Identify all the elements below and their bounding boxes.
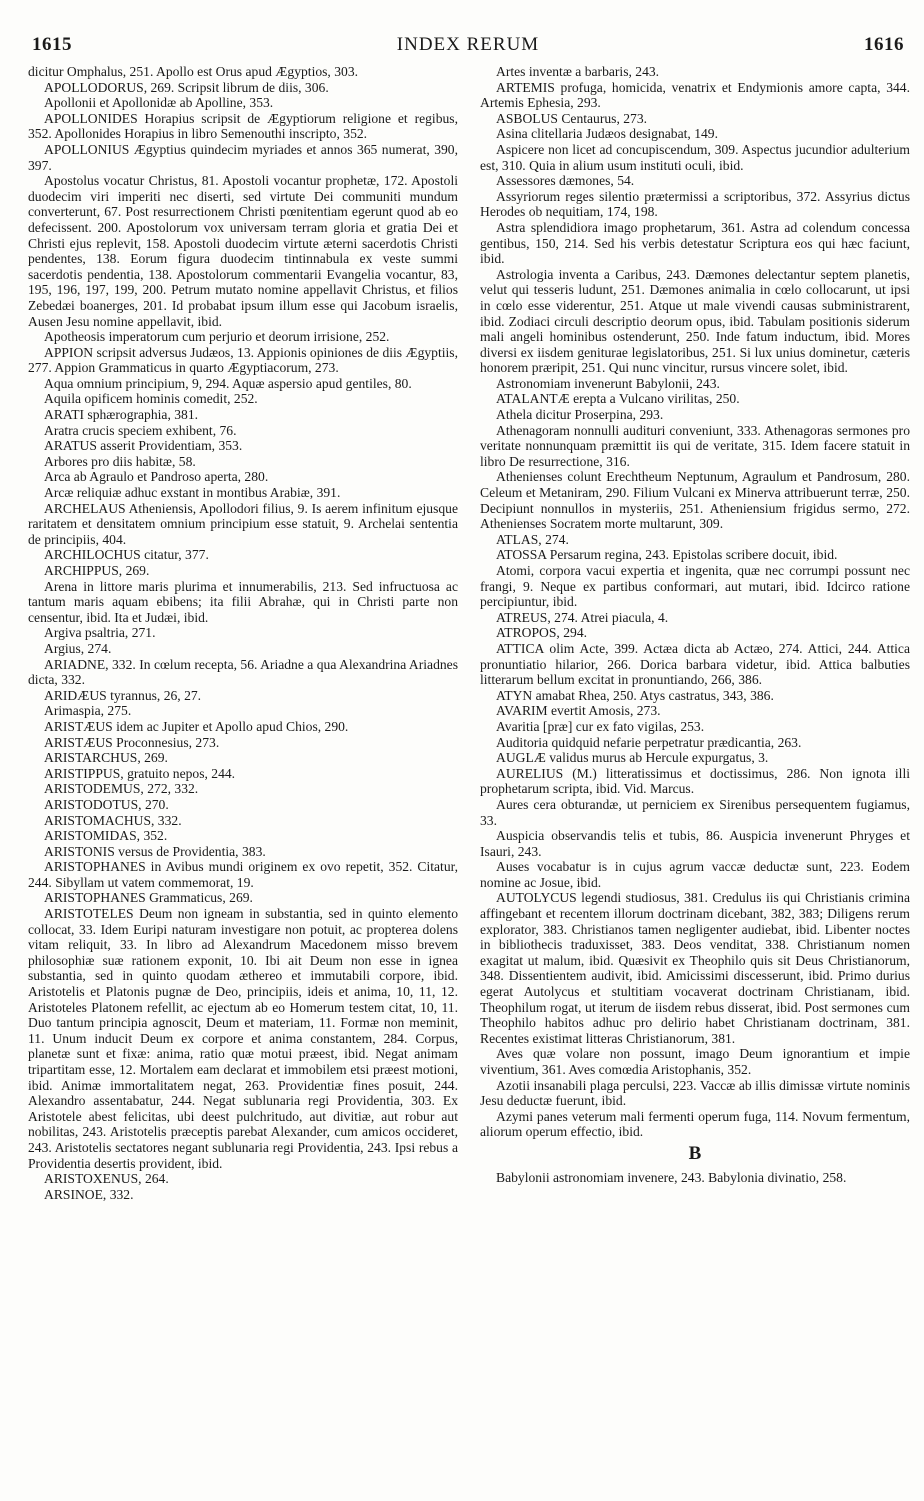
index-entry: ARIDÆUS tyrannus, 26, 27.: [44, 687, 202, 703]
running-title: INDEX RERUM: [396, 34, 540, 55]
index-entry: ARIADNE, 332. In cœlum recepta, 56. Ariadne a qua Alexandrina Ariadnes dicta, 332.: [28, 656, 458, 688]
page-header: [32, 34, 904, 56]
index-entry: ATTICA olim Acte, 399. Actæa dicta ab Actæo, 274. Attici, 244. Attica pronuntiatio hilarior, 266. Dorica barbara videtur, ibid. Attica balbuties litterarum bellum excitat in pronuntiando, 266, 386.: [480, 640, 910, 688]
index-entry: ATLAS, 274.: [496, 531, 569, 547]
right-column-entries: [480, 64, 910, 1140]
index-entry: AUTOLYCUS legendi studiosus, 381. Credulus iis qui Christianis crimina affingebant et recentem illorum doctrinam dicebant, 382, 383; Diligens rerum explorator, 383. Christianos tamen negligenter audiebat, ibid. Libenter noctes in bibliothecis traduxisset, 383. Deos venditat, 338. Christianum nomen exagitat ut malum, ibid. Quæsivit ex Theophilo quis sit Deus Christianorum, 348. Dissentientem audivit, ibid. Amicissimi discesserunt, ibid. Primo durius egerat Autolycus et stultitiam vocaverat doctrinam Christianam, ibid. Theophilum rogat, ut iterum de iisdem rebus disserat, ibid. Post sermones cum Theophilo habitos adhuc pro delirio habet Christianam doctrinam, 381. Recentes existimat litteras Christianorum, 381.: [480, 890, 910, 1046]
index-entry: Aratra crucis speciem exhibent, 76.: [44, 422, 237, 438]
index-entry: ARISTOXENUS, 264.: [44, 1171, 169, 1187]
index-entry: ARISTOTELES Deum non igneam in substantia, sed in quinto elemento collocat, 33. Idem Euripi naturam investigare non potuit, ac propterea dolens vitam reliquit, 33. In libro ad Alexandrum Macedonem misso brevem philosophiæ suæ rationem exponit, 10. Ibi ait Deum non esse in ignea substantia, sed in quinto quodam æthereo et immutabili corpore, ibid. Aristotelis et Platonis pugnæ de Deo, principiis, ideis et anima, 10, 11, 12. Aristoteles Platonem refellit, ac ejectum ab eo Homerum testem citat, 10, 11. Duo tantum principia agnoscit, Deum et materiam, 11. Formæ non meminit, 11. Unum inducit Deum ex corpore et anima constantem, 284. Corpus, planetæ sunt et fixæ: anima, ratio quæ motui præest, ibid. Negat animam tripartitam esse, 12. Mortalem eam declarat et immobilem etsi præest motioni, ibid. Animæ immortalitatem negat, 263. Providentiæ fines posuit, 244. Alexandro assentabatur, 244. Negat sublunaria regi Providentia, 303. Ex Aristotele abest felicitas, ubi deest pulchritudo, aut divitiæ, aut robur aut nobilitas, 243. Aristotelis præceptis parebat Alexander, cum amicos occideret, 243. Aristotelis sectatores negant sublunaria regi Providentia, 243. Ipsi rebus a Providentia desertis provident, ibid.: [28, 906, 458, 1171]
index-entry: Argius, 274.: [44, 640, 112, 656]
index-entry: APPION scripsit adversus Judæos, 13. Appionis opiniones de diis Ægyptiis, 277. Appion Grammaticus in quarto Ægyptiacorum, 273.: [28, 344, 458, 376]
index-entry: Apotheosis imperatorum cum perjurio et deorum irrisione, 252.: [44, 329, 390, 345]
index-entry: Argiva psaltria, 271.: [44, 625, 156, 641]
index-entry: Auditoria quidquid nefarie perpetratur prædicantia, 263.: [496, 734, 802, 750]
index-entry: Aquila opificem hominis comedit, 252.: [44, 391, 258, 407]
index-entry: Assessores dæmones, 54.: [496, 173, 635, 189]
index-entry: ATALANTÆ erepta a Vulcano virilitas, 250.: [496, 391, 740, 407]
index-entry: ARISTÆUS idem ac Jupiter et Apollo apud Chios, 290.: [44, 718, 349, 734]
index-entry: Artes inventæ a barbaris, 243.: [496, 64, 660, 79]
index-entry: Apollonii et Apollonidæ ab Apolline, 353.: [44, 95, 274, 111]
index-entry: ARISTOPHANES Grammaticus, 269.: [44, 890, 253, 906]
index-entry: ARCHILOCHUS citatur, 377.: [44, 547, 209, 563]
index-entry: Arbores pro diis habitæ, 58.: [44, 453, 196, 469]
index-entry: AUGLÆ validus murus ab Hercule expurgatus, 3.: [496, 750, 769, 766]
index-entry: Athenienses colunt Erechtheum Neptunum, Agraulum et Pandrosum, 280. Celeum et Metaniram, 290. Filium Vulcani ex Minerva attribuerunt terræ, 250. Decipiunt nonnullos in mysteriis, 251. Atheniensium frigidus sermo, 272. Athenienses Socratem morte multarunt, 309.: [480, 469, 910, 532]
index-entry: Athela dicitur Proserpina, 293.: [496, 407, 664, 423]
index-entry: ARTEMIS profuga, homicida, venatrix et Endymionis amore capta, 344. Artemis Ephesia, 293.: [480, 79, 910, 111]
index-entry: ATROPOS, 294.: [496, 625, 588, 641]
index-entry: Apostolus vocatur Christus, 81. Apostoli vocantur prophetæ, 172. Apostoli duodecim viri imperiti nec diserti, sed virtute Dei communiti mundum converterunt, 67. Post resurrectionem Christi pœnitentiam egerunt quod ab eo defecissent. 200. Apostolorum vox universam terram gloria et gratia Dei et Christi ejus replevit, 158. Apostoli duodecim virtute æterni sacerdotis Christi pendentes, 138. Eorum figura duodecim tintinnabula ex veste summi sacerdotis pendentia, 138. Apostolorum commentarii Evangelia vocantur, 83, 195, 196, 197, 199, 200. Petrum mutato nomine appellavit Christus, et filios Zebedæi boanerges, 201. Id probabat ipsum illum esse qui Jacobum israelis, Ausen Jesu nomine appellavit, ibid.: [28, 173, 458, 329]
right-column: [480, 64, 910, 1493]
index-entry: Assyriorum reges silentio prætermissi a scriptoribus, 372. Assyrius dictus Herodes ob nequitiam, 174, 198.: [480, 188, 910, 220]
index-entry: Babylonii astronomiam invenere, 243. Babylonia divinatio, 258.: [496, 1169, 847, 1185]
index-entry: ATYN amabat Rhea, 250. Atys castratus, 343, 386.: [496, 687, 774, 703]
index-entry: ARISTARCHUS, 269.: [44, 750, 168, 766]
index-entry: Astrologia inventa a Caribus, 243. Dæmones delectantur septem planetis, velut qui tesseris ludunt, 251. Dæmones animalia in cœlo collocarunt, ut ipsi in cœlo esse viderentur, 251. Atque ut male vivendi causas subministrarent, ibid. Zodiaci circuli descriptio deorum opus, ibid. Tabulam positionis siderum mali angeli hominibus ostenderunt, 250. Inde fatum inductum, ibid. Mores diversi ex iisdem geniturae legislatoribus, 251. Si lux unius dominetur, cæteris honorem præripit, 251. Qui nunc vincitur, rursus vincere solet, ibid.: [480, 266, 910, 376]
index-entry: ARISTODEMUS, 272, 332.: [44, 781, 199, 797]
left-page-number: 1615: [32, 34, 72, 55]
index-entry: Astronomiam invenerunt Babylonii, 243.: [496, 375, 720, 391]
right-page-number: 1616: [863, 34, 904, 55]
index-columns: [28, 64, 910, 1493]
index-entry: ARATI sphærographia, 381.: [44, 407, 199, 423]
index-entry: ARCHELAUS Atheniensis, Apollodori filius, 9. Is aerem infinitum ejusque raritatem et densitatem omnium principium esse statuit, 9. Archelai sententia de principiis, 404.: [28, 500, 458, 547]
index-entry: ASBOLUS Centaurus, 273.: [496, 110, 648, 126]
index-entry: Arimaspia, 275.: [44, 703, 132, 719]
index-entry: Athenagoram nonnulli audituri conveniunt, 333. Athenagoras sermones pro veritate nonnunquam præmittit iis qui de veritate, 315. Idem facere statuit in libro De resurrectione, 316.: [480, 422, 910, 469]
index-entry: ARSINOE, 332.: [44, 1186, 134, 1202]
index-entry: Aspicere non licet ad concupiscendum, 309. Aspectus jucundior adulterium est, 310. Quia in alium usum instituti oculi, ibid.: [480, 141, 910, 173]
index-entry: ARISTOMIDAS, 352.: [44, 828, 168, 844]
section-letter: B: [688, 1142, 702, 1164]
index-entry: ARISTODOTUS, 270.: [44, 796, 169, 812]
index-entry: ARISTIPPUS, gratuito nepos, 244.: [44, 765, 236, 781]
index-entry: AURELIUS (M.) litteratissimus et doctissimus, 286. Non ignota illi prophetarum scripta, ibid. Vid. Marcus.: [480, 765, 910, 797]
index-entry: Aqua omnium principium, 9, 294. Aquæ aspersio apud gentiles, 80.: [44, 375, 412, 391]
index-entry: ARISTOPHANES in Avibus mundi originem ex ovo repetit, 352. Citatur, 244. Sibyllam ut vatem commemorat, 19.: [28, 859, 458, 890]
index-entry: Auses vocabatur is in cujus agrum vaccæ deductæ sunt, 223. Eodem nomine ac Josue, ibid.: [480, 859, 910, 890]
index-entry: Azotii insanabili plaga perculsi, 223. Vaccæ ab illis dimissæ virtute nominis Jesu deductæ fuerunt, ibid.: [480, 1077, 910, 1109]
index-entry: Aures cera obturandæ, ut perniciem ex Sirenibus persequentem fugiamus, 33.: [480, 796, 910, 828]
index-entry: ARISTÆUS Proconnesius, 273.: [44, 734, 220, 750]
section-b-entries: [480, 1170, 910, 1186]
index-entry: APOLLONIUS Ægyptius quindecim myriades et annos 365 numerat, 390, 397.: [28, 141, 458, 173]
index-entry: ARATUS asserit Providentiam, 353.: [44, 438, 243, 454]
index-entry: APOLLONIDES Horapius scripsit de Ægyptiorum religione et regibus, 352. Apollonides Horapius in libro Semenouthi inscripto, 352.: [28, 110, 458, 142]
index-entry: Atomi, corpora vacui expertia et ingenita, quæ nec corrumpi possunt nec frangi, 9. Neque ex partibus conformari, aut mutari, ibid. Idcirco ratione percipiuntur, ibid.: [480, 563, 910, 610]
index-entry: ATREUS, 274. Atrei piacula, 4.: [496, 609, 669, 625]
index-entry: Aves quæ volare non possunt, imago Deum ignorantium et impie viventium, 361. Aves comœdia Aristophanis, 352.: [480, 1046, 910, 1077]
index-entry: ARISTONIS versus de Providentia, 383.: [44, 843, 266, 859]
index-entry: Azymi panes veterum mali fermenti operum fuga, 114. Novum fermentum, aliorum operum effectio, ibid.: [480, 1108, 910, 1140]
index-entry: Arcæ reliquiæ adhuc exstant in montibus Arabiæ, 391.: [44, 485, 341, 501]
index-entry: Arena in littore maris plurima et innumerabilis, 213. Sed infructuosa ac tantum maris aquam ebibens; ita filii Abrahæ, qui in Christi parte non censentur, ibid. Ita et Judæi, ibid.: [28, 578, 458, 625]
index-entry: Auspicia observandis telis et tubis, 86. Auspicia invenerunt Phryges et Isauri, 243.: [480, 828, 910, 859]
left-column: [28, 64, 458, 1493]
index-entry: APOLLODORUS, 269. Scripsit librum de diis, 306.: [44, 79, 329, 95]
index-entry: AVARIM evertit Amosis, 273.: [496, 703, 661, 719]
index-entry: ATOSSA Persarum regina, 243. Epistolas scribere docuit, ibid.: [496, 547, 838, 563]
index-entry: dicitur Omphalus, 251. Apollo est Orus apud Ægyptios, 303.: [28, 64, 359, 79]
index-entry: Asina clitellaria Judæos designabat, 149.: [496, 126, 718, 142]
index-entry: Avaritia [præ] cur ex fato vigilas, 253.: [496, 718, 705, 734]
index-entry: Astra splendidiora imago prophetarum, 361. Astra ad colendum concessa gentibus, 150, 214. Sed his verbis detestatur Scriptura eos qui hæc faciunt, ibid.: [480, 219, 910, 267]
index-entry: ARCHIPPUS, 269.: [44, 563, 150, 578]
index-entry: ARISTOMACHUS, 332.: [44, 812, 182, 828]
index-entry: Arca ab Agraulo et Pandroso aperta, 280.: [44, 469, 269, 485]
